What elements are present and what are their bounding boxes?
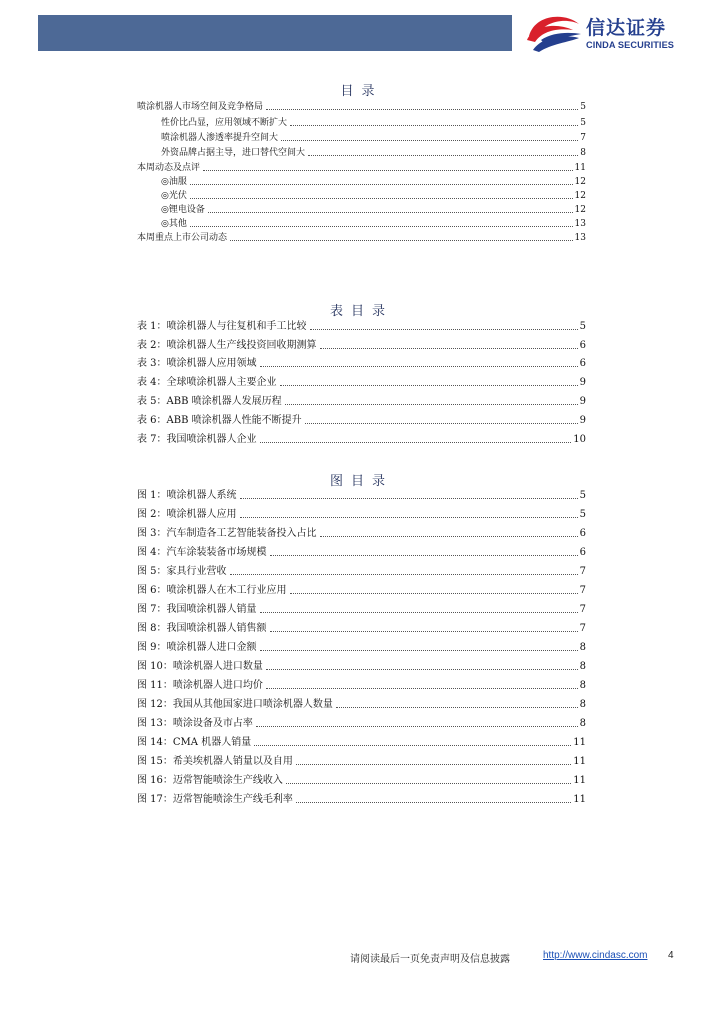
dot-leader [254, 744, 571, 746]
figure-entry-label: 图 1：喷涂机器人系统 [137, 490, 237, 501]
toc-entry[interactable] [161, 117, 586, 129]
figure-entry-page: 6 [579, 528, 586, 539]
table-entry[interactable] [137, 434, 586, 446]
toc-entry[interactable] [137, 162, 586, 174]
table-entry-label: 表 1：喷涂机器人与往复机和手工比较 [137, 321, 307, 332]
figure-entry-label: 图 7：我国喷涂机器人销量 [137, 604, 257, 615]
table-entry-label: 表 7：我国喷涂机器人企业 [137, 434, 257, 445]
figure-entry[interactable] [137, 775, 586, 787]
figure-list-title: 图目录 [329, 474, 393, 489]
dot-leader [208, 211, 573, 213]
table-entry-page: 6 [579, 358, 586, 369]
dot-leader [260, 365, 578, 367]
table-entry-page: 6 [579, 340, 586, 351]
table-entry-page: 9 [579, 377, 586, 388]
figure-entry-label: 图 5：家具行业营收 [137, 566, 227, 577]
toc-entry[interactable] [161, 204, 586, 216]
toc-entry[interactable] [161, 147, 586, 159]
dot-leader [266, 108, 578, 110]
dot-leader [266, 687, 578, 689]
toc-entry-label: 外资品牌占据主导，进口替代空间大 [161, 148, 306, 158]
figure-entry-page: 5 [579, 490, 586, 501]
toc-entry-label: ◎光伏 [161, 191, 187, 201]
figure-entry-page: 8 [579, 718, 586, 729]
footer-website-link[interactable]: http://www.cindasc.com [543, 950, 648, 961]
toc-entry-page: 12 [574, 177, 586, 187]
toc-entry-label: ◎锂电设备 [161, 205, 205, 215]
figure-entry-label: 图 17：迈常智能喷涂生产线毛利率 [137, 794, 293, 805]
table-entry-label: 表 5：ABB 喷涂机器人发展历程 [137, 396, 282, 407]
figure-entry-label: 图 4：汽车涂装装备市场规模 [137, 547, 267, 558]
figure-entry-page: 7 [579, 604, 586, 615]
dot-leader [296, 763, 571, 765]
figure-entry[interactable] [137, 680, 586, 692]
figure-entry-label: 图 11：喷涂机器人进口均价 [137, 680, 263, 691]
table-entry-label: 表 3：喷涂机器人应用领域 [137, 358, 257, 369]
figure-entry-page: 11 [573, 794, 586, 805]
table-entry-page: 9 [579, 396, 586, 407]
table-entry[interactable] [137, 358, 586, 370]
figure-entry-label: 图 3：汽车制造各工艺智能装备投入占比 [137, 528, 317, 539]
dot-leader [320, 347, 578, 349]
dot-leader [230, 239, 573, 241]
figure-entry-page: 8 [579, 642, 586, 653]
dot-leader [240, 497, 578, 499]
toc-entry-label: 喷涂机器人渗透率提升空间大 [161, 133, 279, 143]
toc-entry-label: 性价比凸显，应用领域不断扩大 [161, 118, 288, 128]
figure-entry[interactable] [137, 490, 586, 502]
dot-leader [305, 422, 578, 424]
dot-leader [285, 403, 578, 405]
page-number: 4 [668, 950, 674, 961]
toc-entry-page: 11 [574, 163, 586, 173]
dot-leader [308, 154, 578, 156]
figure-entry-label: 图 9：喷涂机器人进口金额 [137, 642, 257, 653]
dot-leader [230, 573, 578, 575]
figure-entry-page: 7 [579, 623, 586, 634]
dot-leader [190, 225, 573, 227]
toc-entry-page: 13 [574, 219, 586, 229]
dot-leader [260, 649, 578, 651]
header-bar [38, 15, 512, 51]
figure-entry[interactable] [137, 585, 586, 597]
figure-entry-page: 8 [579, 699, 586, 710]
toc-entry-label: 本周重点上市公司动态 [137, 233, 228, 243]
figure-entry-label: 图 14：CMA 机器人销量 [137, 737, 252, 748]
toc-entry-page: 13 [574, 233, 586, 243]
figure-entry-label: 图 16：迈常智能喷涂生产线收入 [137, 775, 283, 786]
logo-chinese-name: 信达证券 [586, 17, 667, 39]
dot-leader [336, 706, 578, 708]
toc-title: 目录 [340, 84, 383, 99]
toc-entry-page: 5 [580, 102, 586, 112]
cinda-logo [523, 10, 703, 56]
figure-entry-page: 8 [579, 680, 586, 691]
toc-entry-label: ◎其他 [161, 219, 187, 229]
figure-entry-page: 6 [579, 547, 586, 558]
figure-entry-page: 7 [579, 585, 586, 596]
table-list-title: 表目录 [329, 304, 393, 319]
figure-entry-label: 图 6：喷涂机器人在木工行业应用 [137, 585, 287, 596]
cinda-logo-icon [523, 10, 583, 54]
table-entry-label: 表 4：全球喷涂机器人主要企业 [137, 377, 277, 388]
table-entry-page: 9 [579, 415, 586, 426]
table-entry-page: 10 [573, 434, 586, 445]
dot-leader [266, 668, 578, 670]
table-entry-page: 5 [579, 321, 586, 332]
figure-entry-label: 图 13：喷涂设备及市占率 [137, 718, 253, 729]
figure-entry[interactable] [137, 794, 586, 806]
dot-leader [286, 782, 571, 784]
table-entry-label: 表 2：喷涂机器人生产线投资回收期测算 [137, 340, 317, 351]
figure-entry-label: 图 10：喷涂机器人进口数量 [137, 661, 263, 672]
table-entry[interactable] [137, 396, 586, 408]
dot-leader [281, 139, 578, 141]
toc-entry-page: 12 [574, 205, 586, 215]
dot-leader [320, 535, 578, 537]
figure-entry-label: 图 15：希美埃机器人销量以及自用 [137, 756, 293, 767]
logo-english-name: CINDA SECURITIES [586, 40, 675, 50]
figure-entry-page: 5 [579, 509, 586, 520]
dot-leader [290, 592, 578, 594]
figure-entry[interactable] [137, 547, 586, 559]
dot-leader [260, 611, 578, 613]
toc-entry[interactable] [161, 218, 586, 230]
toc-entry-label: 喷涂机器人市场空间及竞争格局 [137, 102, 264, 112]
toc-entry-page: 7 [580, 133, 586, 143]
dot-leader [270, 630, 578, 632]
figure-entry[interactable] [137, 661, 586, 673]
figure-entry[interactable] [137, 642, 586, 654]
toc-entry-label: ◎油服 [161, 177, 187, 187]
table-entry-label: 表 6：ABB 喷涂机器人性能不断提升 [137, 415, 302, 426]
figure-entry-page: 8 [579, 661, 586, 672]
dot-leader [280, 384, 578, 386]
figure-entry[interactable] [137, 623, 586, 635]
table-entry[interactable] [137, 321, 586, 333]
dot-leader [240, 516, 578, 518]
figure-entry-label: 图 8：我国喷涂机器人销售额 [137, 623, 267, 634]
figure-entry-page: 7 [579, 566, 586, 577]
dot-leader [290, 124, 578, 126]
figure-entry-label: 图 12：我国从其他国家进口喷涂机器人数量 [137, 699, 333, 710]
table-entry[interactable] [137, 377, 586, 389]
figure-entry[interactable] [137, 566, 586, 578]
toc-entry-page: 12 [574, 191, 586, 201]
toc-entry-label: 本周动态及点评 [137, 163, 201, 173]
figure-entry-label: 图 2：喷涂机器人应用 [137, 509, 237, 520]
dot-leader [190, 197, 573, 199]
figure-entry-page: 11 [573, 737, 586, 748]
figure-entry[interactable] [137, 718, 586, 730]
toc-entry[interactable] [161, 176, 586, 188]
toc-entry-page: 8 [580, 148, 586, 158]
dot-leader [270, 554, 578, 556]
dot-leader [190, 183, 573, 185]
toc-entry[interactable] [137, 232, 586, 244]
figure-entry[interactable] [137, 604, 586, 616]
toc-entry[interactable] [161, 190, 586, 202]
figure-entry-page: 11 [573, 756, 586, 767]
dot-leader [310, 328, 578, 330]
figure-entry[interactable] [137, 509, 586, 521]
dot-leader [296, 801, 571, 803]
figure-entry[interactable] [137, 699, 586, 711]
toc-entry-page: 5 [580, 118, 586, 128]
dot-leader [256, 725, 578, 727]
figure-entry[interactable] [137, 737, 586, 749]
figure-entry[interactable] [137, 756, 586, 768]
footer-disclaimer: 请阅读最后一页免责声明及信息披露 [350, 954, 510, 965]
dot-leader [260, 441, 572, 443]
toc-entry[interactable] [137, 101, 586, 113]
figure-entry[interactable] [137, 528, 586, 540]
dot-leader [203, 169, 573, 171]
table-entry[interactable] [137, 415, 586, 427]
toc-entry[interactable] [161, 132, 586, 144]
figure-entry-page: 11 [573, 775, 586, 786]
table-entry[interactable] [137, 340, 586, 352]
